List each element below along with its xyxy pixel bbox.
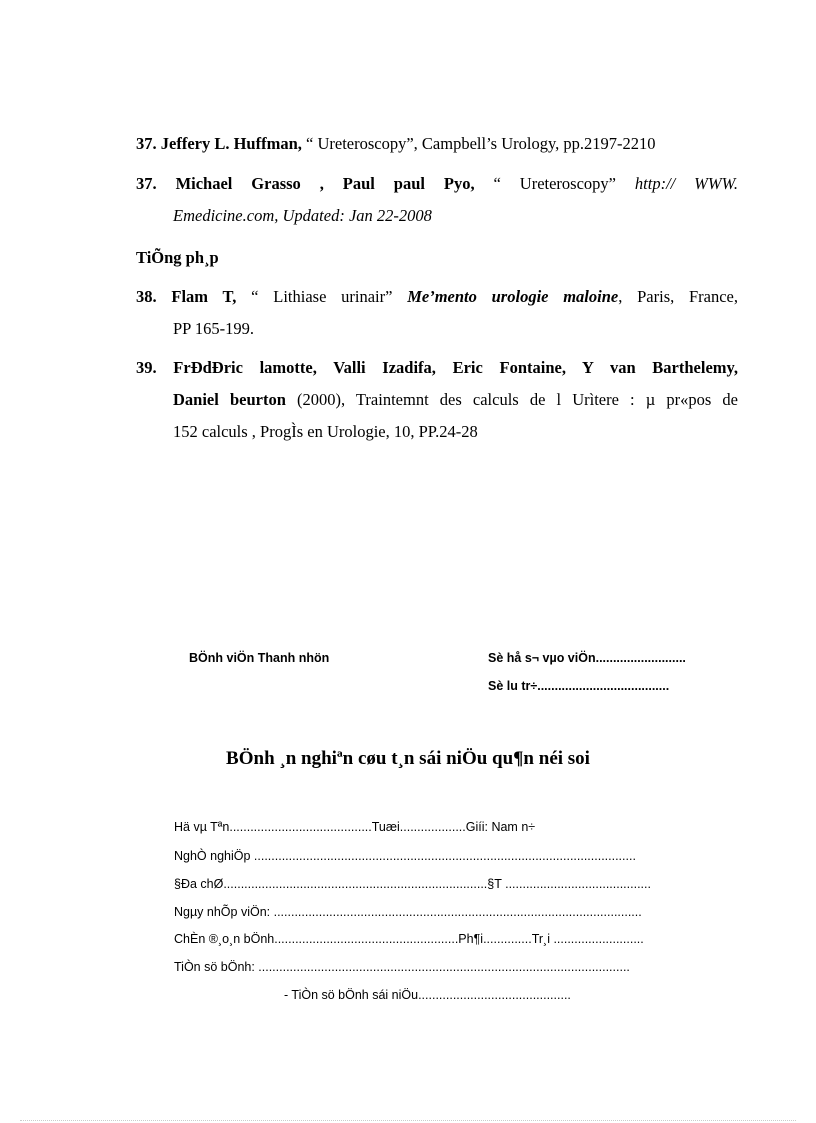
ref-title: “ Lithiase urinair”	[236, 287, 408, 306]
form-title: BÖnh ¸n nghiªn cøu t¸n sái niÖu qu¶n néi soi	[226, 748, 590, 769]
ref-number: 38.	[136, 287, 157, 306]
form-line-address: §Ða chØ............................................................................§T ..........................................	[174, 877, 651, 891]
reference-37a	[136, 128, 738, 160]
ref-number: 37.	[136, 174, 157, 193]
reference-38	[136, 281, 738, 345]
ref-title: “ Ureteroscopy”	[474, 174, 635, 193]
ref-text-continued: PP 165-199.	[173, 319, 254, 338]
form-line-diagnosis: ChÈn ®¸o¸n bÖnh.....................................................Ph¶i..............Tr¸i ..........................	[174, 932, 644, 946]
admission-number-field: Sè hå s¬ vµo viÖn..........................	[488, 651, 686, 665]
ref-text: “ Ureteroscopy”, Campbell’s Urology, pp.2197-2210	[301, 134, 656, 153]
ref-url[interactable]: http:// WWW.	[634, 174, 739, 193]
ref-authors: FrÐdÐric lamotte, Valli Izadifa, Eric Fontaine, Y van Barthelemy,	[173, 358, 738, 377]
page-bottom-rule	[20, 1120, 796, 1121]
reference-39	[136, 352, 738, 448]
form-line-admission-date: Ngµy nhÕp viÖn: ..........................................................................................................	[174, 905, 642, 919]
ref-number: 39.	[136, 358, 157, 377]
ref-book: Me’mento urologie maloine	[407, 287, 619, 306]
ref-url-continued: Emedicine.com, Updated: Jan 22-2008	[173, 206, 432, 225]
form-line-stone-history: - TiÒn sö bÖnh sái niÖu............................................	[284, 988, 571, 1002]
ref-text-continued: 152 calculs , ProgÌs en Urologie, 10, PP.24-28	[173, 422, 478, 441]
form-line-medical-history: TiÒn sö bÖnh: ...........................................................................................................	[174, 960, 630, 974]
ref-author: Flam T,	[171, 287, 237, 306]
ref-author-continued: Daniel beurton	[173, 390, 286, 409]
ref-text: (2000), Traintemnt des calculs de l Urìtere : µ pr«pos de	[285, 390, 738, 409]
storage-number-field: Sè lu tr÷......................................	[488, 679, 670, 693]
ref-text: , Paris, France,	[618, 287, 739, 306]
form-line-occupation: NghÒ nghiÖp ..............................................................................................................	[174, 849, 636, 863]
form-line-name: Hä vµ Tªn.........................................Tuæi...................Giíi: Nam n÷	[174, 820, 536, 834]
hospital-name: BÖnh viÖn Thanh nhön	[189, 651, 330, 665]
reference-37b	[136, 168, 738, 232]
ref-number: 37.	[136, 134, 157, 153]
ref-author: Jeffery L. Huffman,	[160, 134, 302, 153]
ref-author: Michael Grasso , Paul paul Pyo,	[175, 174, 475, 193]
section-heading-french: TiÕng ph¸p	[136, 248, 219, 267]
